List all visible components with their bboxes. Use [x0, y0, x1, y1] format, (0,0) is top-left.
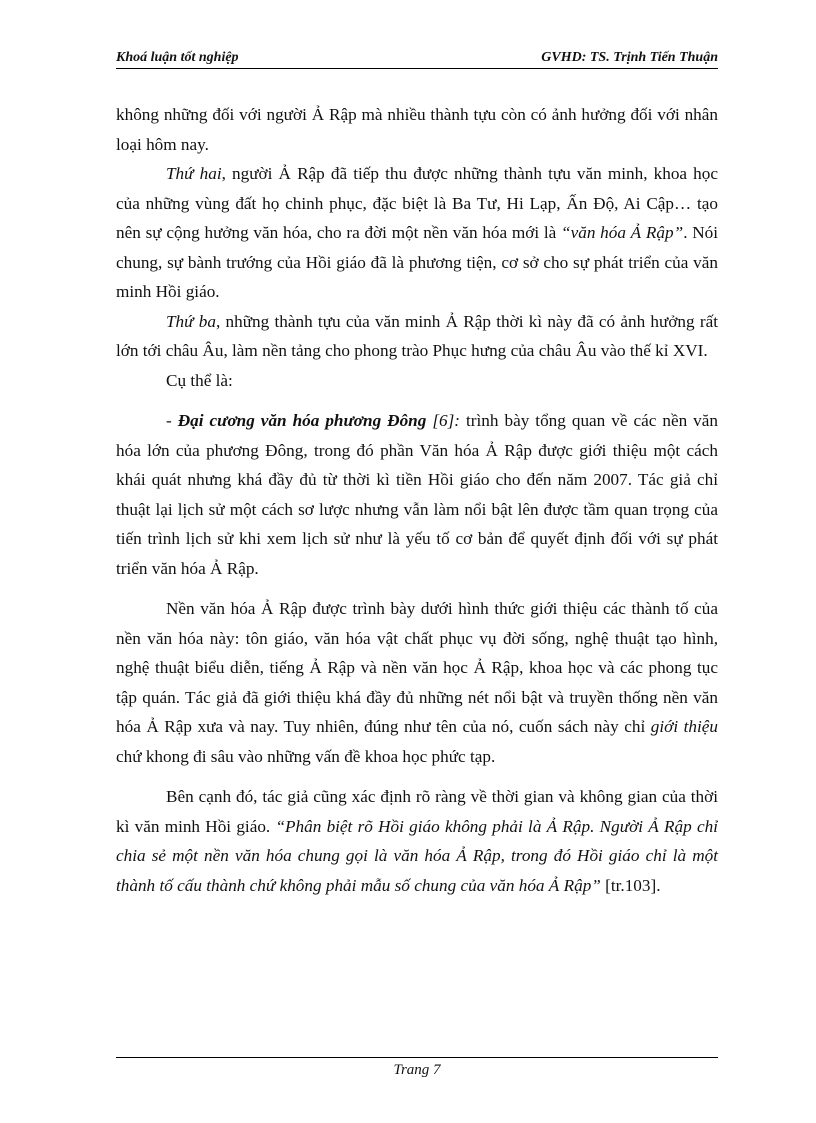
paragraph-7 — [116, 782, 718, 900]
footer-rule — [116, 1057, 718, 1058]
paragraph-4-text: Cụ thể là: — [166, 370, 233, 390]
paragraph-5-dash: - — [166, 411, 178, 430]
paragraph-3-text: , những thành tựu của văn minh Ả Rập thời kì này đã có ảnh hưởng rất lớn tới châu Âu, làm nền tảng cho phong trào Phục hưng của châu Âu vào thế kỉ XVI. — [116, 311, 719, 360]
paragraph-2-text-a: , người Ả Rập đã tiếp thu được những thành tựu văn minh, khoa học của những vùng đất họ chinh phục, đặc biệt là Ba Tư, Hi Lạp, Ấn Độ, Ai Cập… tạo nên sự cộng hưởng văn hóa, cho ra đời một nền văn hóa mới là — [116, 164, 718, 242]
paragraph-2-lead: Thứ hai — [166, 164, 222, 183]
paragraph-6 — [116, 594, 718, 771]
paragraph-4 — [116, 366, 718, 396]
paragraph-6-text-b: chứ khong đi sâu vào những vấn đề khoa học phức tạp. — [116, 746, 496, 766]
page-header — [116, 44, 718, 69]
page-number: Trang 7 — [393, 1062, 441, 1078]
header-thesis-label: Khoá luận tốt nghiệp — [116, 50, 239, 65]
paragraph-6-emphasis: giới thiệu — [650, 717, 719, 736]
book-title: Đại cương văn hóa phương Đông — [177, 411, 427, 430]
paragraph-1 — [116, 100, 718, 159]
paragraph-7-quote: “Phân biệt rõ Hồi giáo không phải là Ả Rập. Người Ả Rập chỉ chia sẻ một nền văn hóa chung gọi là văn hóa Ả Rập, trong đó Hồi giáo chỉ là một thành tố cấu thành chứ không phải mẫu số chung của văn hóa Ả Rập” — [116, 816, 718, 895]
paragraph-5-text: trình bày tổng quan về các nền văn hóa lớn của phương Đông, trong đó phần Văn hóa Ả Rập được giới thiệu một cách khái quát nhưng khá đầy đủ từ thời kì tiền Hồi giáo cho đến năm 2007. Tác giả chỉ thuật lại lịch sử một cách sơ lược nhưng vẫn làm nổi bật lên được tầm quan trọng của tiến trình lịch sử khi xem lịch sử như là yếu tố cơ bản để quyết định đối với sự phát triển văn hóa Ả Rập. — [116, 411, 718, 578]
paragraph-3-lead: Thứ ba — [166, 311, 216, 331]
paragraph-2-text-b: . Nói chung, sự bành trướng của Hồi giáo đã là phương tiện, cơ sở cho sự phát triển của văn minh Hồi giáo. — [116, 223, 719, 301]
paragraph-7-text-a: Bên cạnh đó, tác giả cũng xác định rõ ràng về thời gian và không gian của thời kì văn minh Hồi giáo. — [116, 787, 718, 836]
paragraph-1-text: không những đối với người Ả Rập mà nhiều thành tựu còn có ảnh hưởng đối với nhân loại hôm nay. — [116, 105, 718, 154]
header-advisor-label: GVHD: TS. Trịnh Tiến Thuận — [541, 50, 718, 65]
paragraph-6-text-a: Nền văn hóa Ả Rập được trình bày dưới hình thức giới thiệu các thành tố của nền văn hóa này: tôn giáo, văn hóa vật chất phục vụ đời sống, nghệ thuật tạo hình, nghệ thuật biểu diễn, tiếng Ả Rập và nền văn học Ả Rập, khoa học và các phong tục tập quán. Tác giả đã giới thiệu khá đầy đủ những nét nổi bật và truyền thống nền văn hóa Ả Rập xưa và nay. Tuy nhiên, đúng như tên của nó, cuốn sách này chỉ — [116, 599, 718, 736]
paragraph-5 — [116, 406, 718, 583]
document-body — [116, 100, 718, 900]
paragraph-7-citation: [tr.103]. — [600, 875, 661, 895]
paragraph-3 — [116, 307, 718, 366]
paragraph-2-quote: “văn hóa Ả Rập” — [561, 223, 684, 242]
paragraph-2 — [116, 159, 718, 307]
book-reference: [6]: — [426, 411, 461, 430]
